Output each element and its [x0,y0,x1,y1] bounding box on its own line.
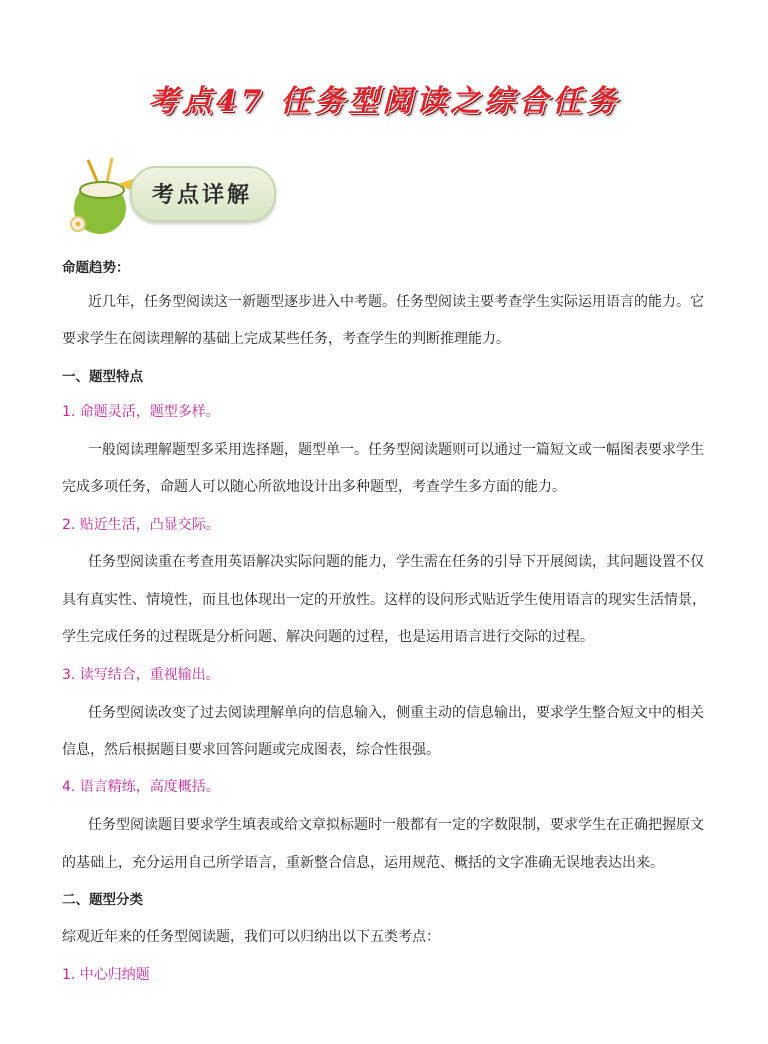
page-title: 考点47 任务型阅读之综合任务 [147,84,621,119]
paragraph-line: 学生完成任务的过程既是分析问题、解决问题的过程，也是运用语言进行交际的过程。 [62,629,594,645]
section-heading: 二、题型分类 [62,892,143,908]
paragraph-line: 一般阅读理解题型多采用选择题，题型单一。任务型阅读题则可以通过一篇短文或一幅图表要求学生 [88,442,704,458]
banner-label: 考点详解 [152,182,253,208]
paragraph-line: 要求学生在阅读理解的基础上完成某些任务，考查学生的判断推理能力。 [62,331,510,347]
paragraph-line: 综观近年来的任务型阅读题，我们可以归纳出以下五类考点： [62,929,440,945]
subheading: 2. 贴近生活，凸显交际。 [62,517,220,533]
paragraph-line: 信息，然后根据题目要求回答问题或完成图表，综合性很强。 [62,742,440,758]
paragraph-line: 的基础上，充分运用自己所学语言，重新整合信息，运用规范、概括的文字准确无误地表达出来。 [62,855,664,871]
section-heading: 一、题型特点 [62,369,143,385]
paragraph-line: 完成多项任务，命题人可以随心所欲地设计出多种题型，考查学生多方面的能力。 [62,479,566,495]
subheading: 4. 语言精练，高度概括。 [62,779,220,795]
section-banner [60,146,280,236]
subheading: 1. 中心归纳题 [62,967,150,983]
subheading: 3. 读写结合，重视输出。 [62,667,220,683]
paragraph-line: 任务型阅读重在考查用英语解决实际问题的能力，学生需在任务的引导下开展阅读，其问题设置不仅 [88,554,704,570]
paragraph-line: 具有真实性、情境性，而且也体现出一定的开放性。这样的设问形式贴近学生使用语言的现实生活情景， [62,592,706,608]
paragraph-line: 近几年，任务型阅读这一新题型逐步进入中考题。任务型阅读主要考查学生实际运用语言的能力。它 [88,294,704,310]
trend-label: 命题趋势： [62,260,130,276]
paragraph-line: 任务型阅读改变了过去阅读理解单向的信息输入，侧重主动的信息输出，要求学生整合短文中的相关 [88,705,704,721]
paragraph-line: 任务型阅读题目要求学生填表或给文章拟标题时一般都有一定的字数限制，要求学生在正确把握原文 [88,817,704,833]
subheading: 1. 命题灵活，题型多样。 [62,404,220,420]
